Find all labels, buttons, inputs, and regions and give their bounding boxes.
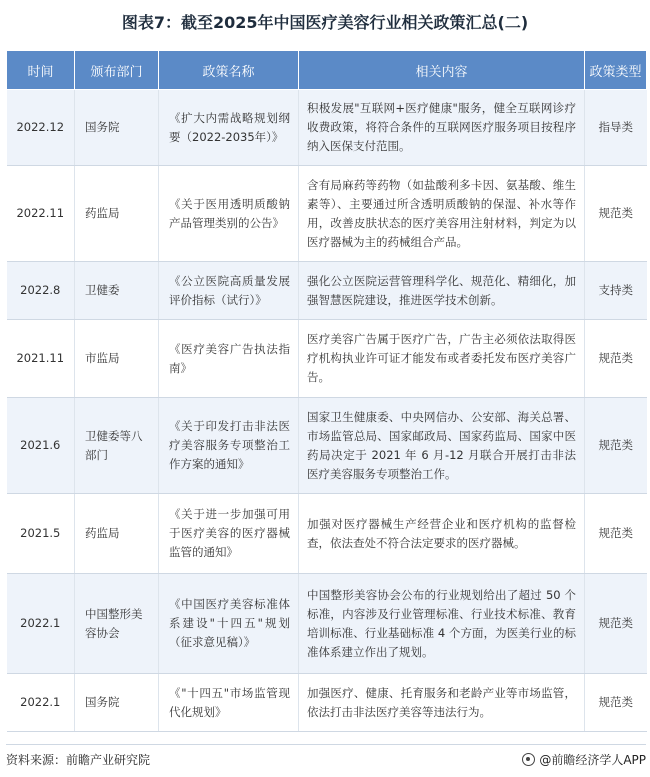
cell-dept: 卫健委: [75, 262, 159, 320]
chart-title: 图表7：截至2025年中国医疗美容行业相关政策汇总(二): [121, 13, 529, 32]
table-row: [7, 674, 647, 732]
cell-policy-name: 《医疗美容广告执法指南》: [159, 320, 299, 398]
cell-time: 2021.5: [7, 494, 75, 574]
cell-content: 积极发展"互联网+医疗健康"服务，健全互联网诊疗收费政策，将符合条件的互联网医疗服务项目按程序纳入医保支付范围。: [299, 90, 585, 166]
cell-time: 2022.12: [7, 90, 75, 166]
cell-dept: 卫健委等八部门: [75, 398, 159, 494]
brand-credit: [522, 751, 646, 768]
cell-content: 国家卫生健康委、中央网信办、公安部、海关总署、市场监管总局、国家邮政局、国家药监局、国家中医药局决定于 2021 年 6 月-12 月联合开展打击非法医疗美容服务专项整治工作。: [299, 398, 585, 494]
cell-policy-type: 规范类: [585, 494, 647, 574]
cell-dept: 药监局: [75, 166, 159, 262]
table-row: [7, 574, 647, 674]
cell-dept: 中国整形美容协会: [75, 574, 159, 674]
cell-dept: 国务院: [75, 674, 159, 732]
cell-policy-type: 规范类: [585, 166, 647, 262]
cell-content: 中国整形美容协会公布的行业规划给出了超过 50 个标准，内容涉及行业管理标准、行业技术标准、教育培训标准、行业基础标准 4 个方面，为医美行业的标准体系建立作出了规划。: [299, 574, 585, 674]
policy-table-container: [6, 50, 646, 732]
brand-logo-icon: [522, 753, 535, 766]
table-row: [7, 494, 647, 574]
cell-dept: 药监局: [75, 494, 159, 574]
footer-divider: [6, 744, 646, 745]
table-row: [7, 166, 647, 262]
footer: [6, 751, 646, 771]
cell-content: 含有局麻药等药物（如盐酸利多卡因、氨基酸、维生素等）、主要通过所含透明质酸钠的保湿、补水等作用，改善皮肤状态的医疗美容用注射材料，判定为以医疗器械为主的药械组合产品。: [299, 166, 585, 262]
cell-time: 2021.11: [7, 320, 75, 398]
cell-policy-name: 《公立医院高质量发展评价指标（试行）》: [159, 262, 299, 320]
table-row: [7, 398, 647, 494]
cell-time: 2021.6: [7, 398, 75, 494]
cell-policy-name: 《中国医疗美容标准体系建设"十四五"规划（征求意见稿）》: [159, 574, 299, 674]
cell-policy-name: 《关于进一步加强可用于医疗美容的医疗器械监管的通知》: [159, 494, 299, 574]
table-header-row: [7, 51, 647, 90]
header-content: 相关内容: [299, 51, 585, 90]
cell-policy-type: 规范类: [585, 398, 647, 494]
cell-content: 医疗美容广告属于医疗广告，广告主必须依法取得医疗机构执业许可证才能发布或者委托发布医疗美容广告。: [299, 320, 585, 398]
cell-time: 2022.1: [7, 574, 75, 674]
cell-policy-name: 《扩大内需战略规划纲要（2022-2035年）》: [159, 90, 299, 166]
cell-policy-type: 规范类: [585, 674, 647, 732]
brand-credit-text: @前瞻经济学人APP: [539, 753, 646, 767]
cell-policy-type: 支持类: [585, 262, 647, 320]
cell-policy-type: 规范类: [585, 320, 647, 398]
cell-dept: 市监局: [75, 320, 159, 398]
header-dept: 颁布部门: [75, 51, 159, 90]
cell-policy-name: 《"十四五"市场监管现代化规划》: [159, 674, 299, 732]
cell-policy-name: 《关于印发打击非法医疗美容服务专项整治工作方案的通知》: [159, 398, 299, 494]
cell-time: 2022.1: [7, 674, 75, 732]
table-row: [7, 320, 647, 398]
source-note: 资料来源：前瞻产业研究院: [6, 753, 151, 767]
cell-content: 强化公立医院运营管理科学化、规范化、精细化，加强智慧医院建设，推进医学技术创新。: [299, 262, 585, 320]
header-policy-type: 政策类型: [585, 51, 647, 90]
cell-time: 2022.8: [7, 262, 75, 320]
policy-table: [6, 50, 647, 732]
cell-policy-type: 指导类: [585, 90, 647, 166]
cell-policy-type: 规范类: [585, 574, 647, 674]
header-time: 时间: [7, 51, 75, 90]
cell-policy-name: 《关于医用透明质酸钠产品管理类别的公告》: [159, 166, 299, 262]
cell-content: 加强医疗、健康、托育服务和老龄产业等市场监管，依法打击非法医疗美容等违法行为。: [299, 674, 585, 732]
cell-content: 加强对医疗器械生产经营企业和医疗机构的监督检查，依法查处不符合法定要求的医疗器械。: [299, 494, 585, 574]
table-row: [7, 90, 647, 166]
table-row: [7, 262, 647, 320]
header-policy-name: 政策名称: [159, 51, 299, 90]
cell-dept: 国务院: [75, 90, 159, 166]
cell-time: 2022.11: [7, 166, 75, 262]
